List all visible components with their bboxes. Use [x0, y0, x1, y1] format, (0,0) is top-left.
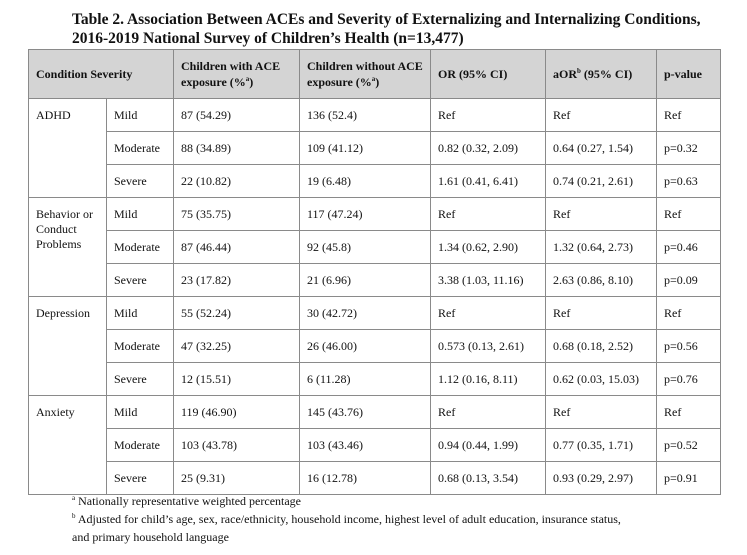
- p-value-cell: p=0.52: [657, 429, 721, 462]
- without-ace-cell: 117 (47.24): [300, 198, 431, 231]
- p-value-cell: Ref: [657, 99, 721, 132]
- or-cell: 3.38 (1.03, 11.16): [431, 264, 546, 297]
- p-value-cell: p=0.09: [657, 264, 721, 297]
- without-ace-cell: 136 (52.4): [300, 99, 431, 132]
- severity-cell: Mild: [107, 99, 174, 132]
- severity-cell: Moderate: [107, 330, 174, 363]
- table-row: [29, 198, 721, 231]
- aor-cell: 1.32 (0.64, 2.73): [546, 231, 657, 264]
- header-condition-severity: Condition Severity: [29, 50, 174, 99]
- p-value-cell: p=0.76: [657, 363, 721, 396]
- with-ace-cell: 12 (15.51): [174, 363, 300, 396]
- table-row: [29, 231, 721, 264]
- condition-cell: Behavior or Conduct Problems: [29, 198, 107, 297]
- aor-cell: 0.64 (0.27, 1.54): [546, 132, 657, 165]
- p-value-cell: Ref: [657, 297, 721, 330]
- without-ace-cell: 16 (12.78): [300, 462, 431, 495]
- condition-cell: ADHD: [29, 99, 107, 198]
- aor-cell: Ref: [546, 198, 657, 231]
- with-ace-cell: 22 (10.82): [174, 165, 300, 198]
- p-value-cell: Ref: [657, 396, 721, 429]
- without-ace-cell: 30 (42.72): [300, 297, 431, 330]
- severity-cell: Severe: [107, 462, 174, 495]
- table-row: [29, 396, 721, 429]
- table-row: [29, 363, 721, 396]
- severity-cell: Mild: [107, 297, 174, 330]
- without-ace-cell: 103 (43.46): [300, 429, 431, 462]
- without-ace-cell: 26 (46.00): [300, 330, 431, 363]
- header-aor: aOR$^b$ (95% CI): [546, 50, 657, 99]
- or-cell: 0.68 (0.13, 3.54): [431, 462, 546, 495]
- table-row: [29, 297, 721, 330]
- or-cell: 1.34 (0.62, 2.90): [431, 231, 546, 264]
- table-row: [29, 132, 721, 165]
- table-row: [29, 462, 721, 495]
- without-ace-cell: 6 (11.28): [300, 363, 431, 396]
- or-cell: 1.61 (0.41, 6.41): [431, 165, 546, 198]
- with-ace-cell: 25 (9.31): [174, 462, 300, 495]
- without-ace-cell: 21 (6.96): [300, 264, 431, 297]
- severity-cell: Severe: [107, 363, 174, 396]
- aor-cell: 0.93 (0.29, 2.97): [546, 462, 657, 495]
- p-value-cell: p=0.32: [657, 132, 721, 165]
- with-ace-cell: 47 (32.25): [174, 330, 300, 363]
- header-row: [29, 50, 721, 99]
- severity-cell: Mild: [107, 396, 174, 429]
- with-ace-cell: 75 (35.75): [174, 198, 300, 231]
- aor-cell: 0.77 (0.35, 1.71): [546, 429, 657, 462]
- association-table: [28, 49, 721, 495]
- or-cell: 0.94 (0.44, 1.99): [431, 429, 546, 462]
- footnote-a: $^a$ Nationally representative weighted percentage: [72, 494, 302, 508]
- aor-cell: 2.63 (0.86, 8.10): [546, 264, 657, 297]
- severity-cell: Mild: [107, 198, 174, 231]
- condition-cell: Anxiety: [29, 396, 107, 495]
- or-cell: 1.12 (0.16, 8.11): [431, 363, 546, 396]
- p-value-cell: p=0.63: [657, 165, 721, 198]
- severity-cell: Severe: [107, 165, 174, 198]
- severity-cell: Severe: [107, 264, 174, 297]
- p-value-cell: p=0.91: [657, 462, 721, 495]
- aor-cell: Ref: [546, 396, 657, 429]
- with-ace-cell: 23 (17.82): [174, 264, 300, 297]
- without-ace-cell: 19 (6.48): [300, 165, 431, 198]
- table-row: [29, 165, 721, 198]
- with-ace-cell: 103 (43.78): [174, 429, 300, 462]
- or-cell: 0.82 (0.32, 2.09): [431, 132, 546, 165]
- severity-cell: Moderate: [107, 429, 174, 462]
- severity-cell: Moderate: [107, 231, 174, 264]
- p-value-cell: Ref: [657, 198, 721, 231]
- aor-cell: Ref: [546, 99, 657, 132]
- severity-cell: Moderate: [107, 132, 174, 165]
- with-ace-cell: 87 (54.29): [174, 99, 300, 132]
- table-title: Table 2. Association Between ACEs and Severity of Externalizing and Internalizing Conditions, 2016-2019 National Survey of Children’s Health (n=13,477): [72, 11, 701, 47]
- p-value-cell: p=0.56: [657, 330, 721, 363]
- header-p-value: p-value: [657, 50, 721, 99]
- or-cell: Ref: [431, 198, 546, 231]
- aor-cell: Ref: [546, 297, 657, 330]
- table-row: [29, 330, 721, 363]
- aor-cell: 0.62 (0.03, 15.03): [546, 363, 657, 396]
- or-cell: 0.573 (0.13, 2.61): [431, 330, 546, 363]
- with-ace-cell: 55 (52.24): [174, 297, 300, 330]
- with-ace-cell: 119 (46.90): [174, 396, 300, 429]
- table-row: [29, 99, 721, 132]
- or-cell: Ref: [431, 99, 546, 132]
- table-row: [29, 429, 721, 462]
- without-ace-cell: 92 (45.8): [300, 231, 431, 264]
- without-ace-cell: 145 (43.76): [300, 396, 431, 429]
- with-ace-cell: 87 (46.44): [174, 231, 300, 264]
- without-ace-cell: 109 (41.12): [300, 132, 431, 165]
- header-with-ace: Children with ACE exposure (%$^a$): [174, 50, 300, 99]
- condition-cell: Depression: [29, 297, 107, 396]
- footnote-b-continued: and primary household language: [72, 530, 229, 544]
- header-or: OR (95% CI): [431, 50, 546, 99]
- aor-cell: 0.74 (0.21, 2.61): [546, 165, 657, 198]
- aor-cell: 0.68 (0.18, 2.52): [546, 330, 657, 363]
- header-without-ace: Children without ACE exposure (%$^a$): [300, 50, 431, 99]
- or-cell: Ref: [431, 396, 546, 429]
- with-ace-cell: 88 (34.89): [174, 132, 300, 165]
- or-cell: Ref: [431, 297, 546, 330]
- table-row: [29, 264, 721, 297]
- p-value-cell: p=0.46: [657, 231, 721, 264]
- footnote-b: $^b$ Adjusted for child’s age, sex, race/ethnicity, household income, highest level of adult education, insurance status,: [72, 512, 621, 526]
